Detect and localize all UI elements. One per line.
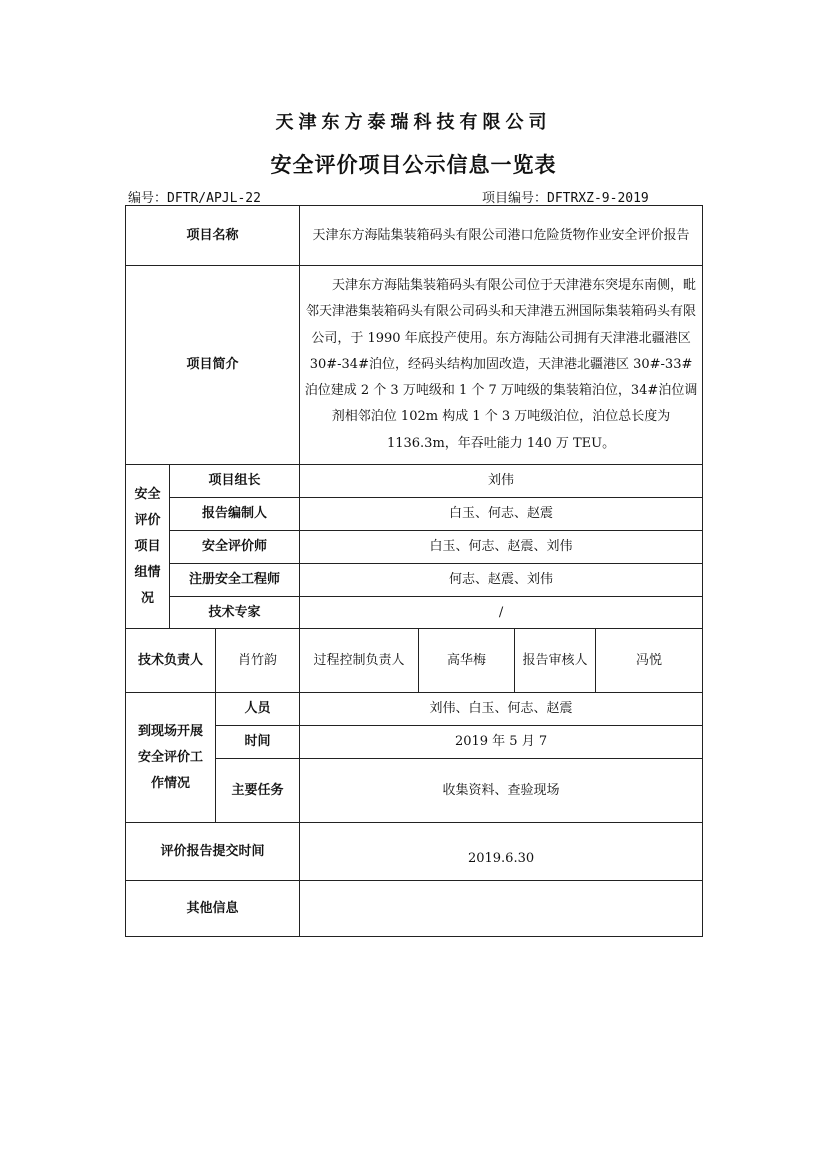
project-intro-value: 天津东方海陆集装箱码头有限公司位于天津港东突堤东南侧，毗邻天津港集装箱码头有限公司码头和天津港五洲国际集装箱码头有限公司，于 1990 年底投产使用。东方海陆公司拥有天津港北疆港区 30#-34#泊位，经码头结构加固改造，天津港北疆港区 30#-33#泊位建成 2 个 3 万吨级和 1 个 7 万吨级的集装箱泊位，34#泊位调剂相邻泊位 102m 构成 1 个 3 万吨级泊位，泊位总长度为 1136.3m，年吞吐能力 140 万 TEU。 — [300, 266, 703, 465]
tech-expert-value: / — [300, 597, 703, 629]
main-task-value: 收集资料、查验现场 — [300, 759, 703, 823]
table-row — [126, 266, 703, 465]
table-row — [126, 629, 703, 693]
other-info-value — [300, 881, 703, 937]
table-row — [126, 564, 703, 597]
document-number — [128, 187, 261, 206]
tech-lead-label: 技术负责人 — [126, 629, 216, 693]
site-work-label: 到现场开展安全评价工作情况 — [126, 693, 216, 823]
table-row — [126, 498, 703, 531]
tech-expert-label: 技术专家 — [170, 597, 300, 629]
table-row — [126, 531, 703, 564]
team-leader-value: 刘伟 — [300, 465, 703, 498]
reviewer-value: 冯悦 — [596, 629, 703, 693]
project-number — [482, 187, 649, 206]
table-row — [126, 206, 703, 266]
document-number-text: 编号：DFTR/APJL-22 — [128, 191, 261, 206]
table-row — [126, 465, 703, 498]
evaluator-label: 安全评价师 — [170, 531, 300, 564]
page-title: 安全评价项目公示信息一览表 — [270, 153, 557, 177]
submit-time-label: 评价报告提交时间 — [126, 823, 300, 881]
evaluator-value: 白玉、何志、赵震、刘伟 — [300, 531, 703, 564]
other-info-label: 其他信息 — [126, 881, 300, 937]
time-label: 时间 — [216, 726, 300, 759]
tech-lead-value: 肖竹韵 — [216, 629, 300, 693]
main-task-label: 主要任务 — [216, 759, 300, 823]
project-number-text: 项目编号：DFTRXZ-9-2019 — [482, 191, 649, 206]
project-name-value: 天津东方海陆集装箱码头有限公司港口危险货物作业安全评价报告 — [300, 206, 703, 266]
reviewer-label: 报告审核人 — [515, 629, 596, 693]
process-lead-value: 高华梅 — [419, 629, 515, 693]
report-author-label: 报告编制人 — [170, 498, 300, 531]
project-intro-label: 项目简介 — [126, 266, 300, 465]
safety-engineer-value: 何志、赵震、刘伟 — [300, 564, 703, 597]
team-leader-label: 项目组长 — [170, 465, 300, 498]
company-name: 天津东方泰瑞科技有限公司 — [275, 112, 552, 133]
project-name-label: 项目名称 — [126, 206, 300, 266]
table-row — [126, 597, 703, 629]
table-row — [126, 881, 703, 937]
time-value: 2019 年 5 月 7 — [300, 726, 703, 759]
process-lead-label: 过程控制负责人 — [300, 629, 419, 693]
submit-time-value: 2019.6.30 — [300, 823, 703, 881]
table-row — [126, 823, 703, 881]
personnel-value: 刘伟、白玉、何志、赵震 — [300, 693, 703, 726]
safety-group-label: 安全评价项目组情况 — [126, 465, 170, 629]
safety-engineer-label: 注册安全工程师 — [170, 564, 300, 597]
report-author-value: 白玉、何志、赵震 — [300, 498, 703, 531]
personnel-label: 人员 — [216, 693, 300, 726]
project-info-table — [125, 205, 703, 937]
table-row — [126, 693, 703, 726]
